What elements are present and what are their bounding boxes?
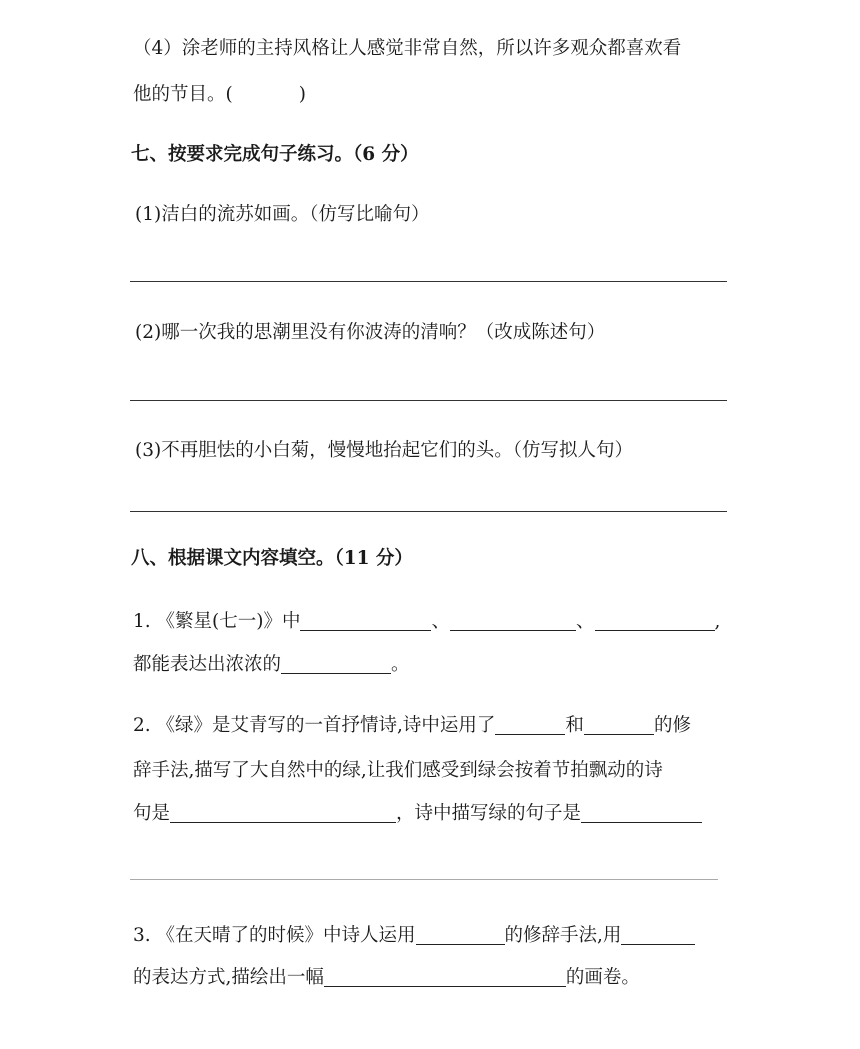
s8-q1-blank-3[interactable]	[595, 610, 715, 631]
s8-q2-answer-line[interactable]	[130, 879, 718, 880]
s8-q2-blank-2[interactable]	[584, 714, 654, 735]
section8-title: 八、根据课文内容填空。（11 分）	[131, 548, 413, 569]
s8-q2-line2: 辞手法,描写了大自然中的绿,让我们感受到绿会按着节拍飘动的诗	[133, 760, 663, 781]
s8-q1-blank-1[interactable]	[300, 610, 431, 631]
s8-q1-text: 1. 《繁星(七一)》中	[133, 611, 301, 632]
s8-q2-text-3: 句是	[133, 803, 171, 824]
s8-q1-line1	[133, 609, 720, 635]
answer-line-3[interactable]	[130, 511, 727, 512]
s8-q3-text-4: 的画卷。	[565, 967, 640, 988]
s8-q3-blank-2[interactable]	[621, 924, 695, 945]
s8-q3-blank-3[interactable]	[324, 966, 566, 987]
s8-q3-text: 3. 《在天晴了的时候》中诗人运用	[133, 925, 416, 946]
section7-title: 七、按要求完成句子练习。（6 分）	[131, 144, 419, 165]
s8-q2-line1	[133, 713, 691, 739]
s8-q2-blank-1[interactable]	[495, 714, 565, 735]
s8-q1-blank-4[interactable]	[281, 653, 391, 674]
s8-q3-line2	[133, 965, 640, 991]
answer-line-1[interactable]	[130, 281, 727, 282]
s8-q2-and: 和	[565, 715, 584, 736]
s8-q2-line3	[133, 801, 702, 827]
s8-q1-end: ,	[714, 611, 721, 632]
q4-line2	[133, 82, 306, 108]
s8-q2-text-end: 的修	[653, 715, 691, 736]
section7-item-1: (1)洁白的流苏如画。（仿写比喻句）	[135, 204, 430, 225]
answer-line-2[interactable]	[130, 400, 727, 401]
s8-q1-sep1: 、	[431, 611, 450, 632]
s8-q3-text-2: 的修辞手法,用	[504, 925, 622, 946]
s8-q2-text: 2. 《绿》是艾青写的一首抒情诗,诗中运用了	[133, 715, 496, 736]
q4-line1: （4）涂老师的主持风格让人感觉非常自然，所以许多观众都喜欢看	[133, 38, 682, 59]
s8-q3-blank-1[interactable]	[416, 924, 505, 945]
s8-q1-text-2: 都能表达出浓浓的	[133, 654, 282, 675]
s8-q1-line2	[133, 652, 410, 678]
q4-line2-text: 他的节目。(	[133, 84, 233, 105]
section7-item-3: (3)不再胆怯的小白菊，慢慢地抬起它们的头。（仿写拟人句）	[135, 440, 633, 461]
s8-q2-blank-3[interactable]	[170, 802, 396, 823]
s8-q2-blank-4[interactable]	[581, 802, 702, 823]
section7-item-2: (2)哪一次我的思潮里没有你波涛的清响？（改成陈述句）	[135, 322, 606, 343]
s8-q2-text-4: ，诗中描写绿的句子是	[396, 803, 582, 824]
s8-q1-period: 。	[391, 654, 410, 675]
s8-q1-blank-2[interactable]	[450, 610, 576, 631]
q4-close-paren: )	[298, 84, 306, 105]
s8-q1-sep2: 、	[575, 611, 595, 632]
s8-q3-line1	[133, 923, 695, 949]
s8-q3-text-3: 的表达方式,描绘出一幅	[133, 967, 324, 988]
